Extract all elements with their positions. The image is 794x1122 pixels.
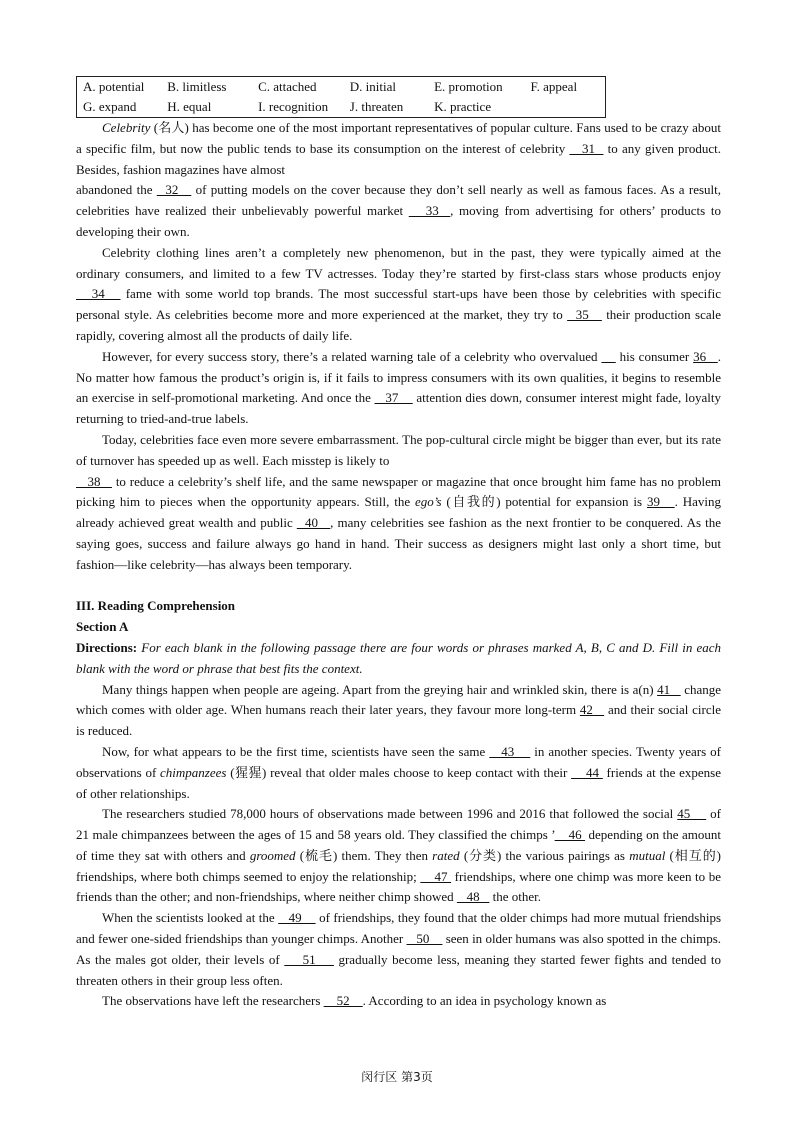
- directions: [76, 638, 721, 680]
- blank-32[interactable]: 32: [156, 182, 192, 198]
- term: groomed: [249, 847, 296, 863]
- text: (猩猩) reveal that older males choose to keep contact with their: [226, 764, 572, 780]
- word-bank-row: [77, 77, 605, 97]
- blank-37[interactable]: 37: [374, 390, 413, 406]
- blank-36-marker[interactable]: _: [601, 348, 616, 364]
- text: change which comes with older age. When humans reach their later years, they favour more long-term: [76, 681, 722, 718]
- word-option: K. practice: [434, 99, 492, 114]
- term: Celebrity: [102, 120, 151, 135]
- blank-49[interactable]: 49: [278, 910, 316, 926]
- term: chimpanzees: [160, 764, 227, 780]
- blank-39[interactable]: 39: [646, 494, 675, 510]
- blank-33[interactable]: 33: [408, 203, 451, 219]
- blank-51[interactable]: 51: [284, 951, 334, 967]
- text: in another species. Twenty years of observations of: [76, 743, 722, 780]
- paragraph-1: [76, 118, 721, 180]
- word-option: C. attached: [258, 79, 317, 94]
- text: to reduce a celebrity’s shelf life, and the same newspaper or magazine that once brought him fame has no problem picking him to pieces when the opportunity appears. Still, the: [76, 473, 721, 510]
- term: mutual: [629, 847, 666, 863]
- text: friendships, where one chimp was more keen to be friends than the other; and non-friendships, where neither chimp showed: [76, 868, 721, 905]
- blank-34[interactable]: 34: [76, 286, 121, 302]
- blank-50[interactable]: 50: [406, 931, 443, 947]
- text: friends at the expense of other relationships.: [76, 764, 722, 801]
- word-option: E. promotion: [434, 79, 503, 94]
- word-option: A. potential: [83, 79, 145, 94]
- text: (分类) the various pairings as: [459, 847, 630, 863]
- word-bank-row: [77, 97, 605, 117]
- passage-paragraph-4: [76, 908, 721, 991]
- page-content: [76, 76, 721, 1012]
- paragraph-1-cont: [76, 180, 721, 242]
- blank-45[interactable]: 45: [677, 806, 707, 822]
- text: (自我的) potential for expansion is: [441, 494, 647, 510]
- blank-48[interactable]: 48: [456, 889, 490, 905]
- text: of putting models on the cover because they don’t sell nearly as well as famous faces. As a result, celebrities have realized their unbelievably powerful market: [76, 182, 722, 219]
- blank-46[interactable]: 46: [554, 827, 586, 843]
- text: The observations have left the researchers: [102, 993, 324, 1009]
- passage-paragraph-5: [76, 991, 721, 1012]
- text: and their social circle is reduced.: [76, 702, 722, 739]
- text: gradually become less, meaning they started fewer fights and tended to threaten others in their group less often.: [76, 951, 722, 988]
- blank-35[interactable]: 35: [567, 307, 602, 323]
- passage-paragraph-2: [76, 742, 721, 804]
- text: attention dies down, consumer interest might fade, loyalty returning to tried-and-true labels.: [76, 390, 722, 427]
- blank-41[interactable]: 41: [657, 681, 681, 697]
- word-option: [524, 97, 605, 117]
- text: of 21 male chimpanzees between the ages of 15 and 58 years old. They classified the chimps ’: [76, 806, 721, 843]
- text: , moving from advertising for others’ products to developing their own.: [76, 203, 722, 239]
- word-option: F. appeal: [530, 79, 578, 94]
- paragraph-3: [76, 347, 721, 430]
- text: . Having already achieved great wealth and public: [76, 494, 722, 531]
- spacer: [76, 576, 721, 597]
- text: , many celebrities see fashion as the next frontier to be conquered. As the saying goes, success and failure always go hand in hand. Their success as designers might last only a short time, but fashion—like celebrity—has always been temporary.: [76, 515, 722, 572]
- text: The researchers studied 78,000 hours of observations made between 1996 and 2016 that followed the social: [102, 806, 678, 822]
- text: their production scale rapidly, covering almost all the products of daily life.: [76, 307, 722, 343]
- text: abandoned the: [76, 182, 157, 198]
- text: When the scientists looked at the: [102, 910, 279, 926]
- text: Celebrity clothing lines aren’t a completely new phenomenon, but in the past, they were typically aimed at the ordinary consumers, and limited to a few TV actresses. Today they’re started by first-class stars whose products enjoy: [76, 244, 721, 281]
- text: . According to an idea in psychology known as: [362, 993, 607, 1009]
- passage-paragraph-1: [76, 680, 721, 742]
- paragraph-2: [76, 243, 721, 347]
- text: fame with some world top brands. The most successful start-ups have been those by celebrities with specific personal style. As celebrities become more and more experienced at the market, they try to: [76, 286, 721, 323]
- page-footer: 闵行区 第3页: [361, 1070, 433, 1084]
- text: (梳毛) them. They then: [295, 847, 433, 863]
- directions-label: Directions:: [76, 639, 138, 655]
- blank-38[interactable]: 38: [76, 473, 112, 489]
- text: seen in older humans was also spotted in the chimps. As the males got older, their levels of: [76, 931, 722, 967]
- text: depending on the amount of time they sat with others and: [76, 827, 721, 863]
- subsection-heading: Section A: [76, 619, 129, 635]
- text: Today, celebrities face even more severe embarrassment. The pop-cultural circle might be bigger than ever, but its rate of turnover has speeded up as well. Each misstep is likely to: [76, 431, 721, 468]
- blank-47[interactable]: 47: [420, 868, 452, 884]
- text: Many things happen when people are ageing. Apart from the greying hair and wrinkled skin, there is a(n): [102, 681, 658, 697]
- text: of friendships, they found that the older chimps had more mutual friendships and fewer one-sided friendships than younger chimps. Another: [76, 910, 722, 947]
- text: . No matter how famous the product’s origin is, if it fails to impress consumers with its own qualities, it begins to resemble an exercise in self-promotional marketing. And once the: [76, 348, 722, 406]
- directions-text: For each blank in the following passage there are four words or phrases marked A, B, C and D. Fill in each blank with the word or phrase that best fits the context.: [76, 639, 721, 676]
- word-option: D. initial: [349, 79, 397, 94]
- term: ego’s: [415, 494, 442, 510]
- blank-44[interactable]: 44: [571, 764, 603, 780]
- paragraph-4-cont: [76, 472, 721, 576]
- text: (名人) has become one of the most important representatives of popular culture. Fans used to be crazy about a specific film, but now the public tends to base its consumption on the interest of celebrity: [76, 120, 721, 156]
- blank-43[interactable]: 43: [489, 743, 531, 759]
- term: rated: [432, 847, 460, 863]
- word-option: G. expand: [83, 99, 137, 114]
- passage-paragraph-3: [76, 804, 721, 908]
- paragraph-4: [76, 430, 721, 472]
- section-heading: III. Reading Comprehension: [76, 598, 236, 614]
- text: (相互的) friendships, where both chimps seemed to enjoy the relationship;: [76, 847, 721, 884]
- word-option: B. limitless: [167, 79, 227, 94]
- text: However, for every success story, there’s a related warning tale of a celebrity who overvalued: [102, 348, 602, 364]
- blank-31[interactable]: 31: [569, 140, 604, 156]
- text: the other.: [489, 889, 542, 905]
- text: to any given product. Besides, fashion magazines have almost: [76, 140, 721, 177]
- text: Now, for what appears to be the first time, scientists have seen the same: [102, 743, 490, 759]
- word-bank-table: [76, 76, 606, 118]
- blank-42[interactable]: 42: [579, 702, 605, 718]
- blank-40[interactable]: 40: [296, 515, 331, 531]
- word-option: I. recognition: [258, 99, 329, 114]
- text: his consumer: [615, 348, 694, 364]
- blank-52[interactable]: 52: [323, 993, 363, 1009]
- word-option: H. equal: [167, 99, 212, 114]
- word-option: J. threaten: [349, 99, 404, 114]
- blank-36[interactable]: 36: [693, 348, 718, 364]
